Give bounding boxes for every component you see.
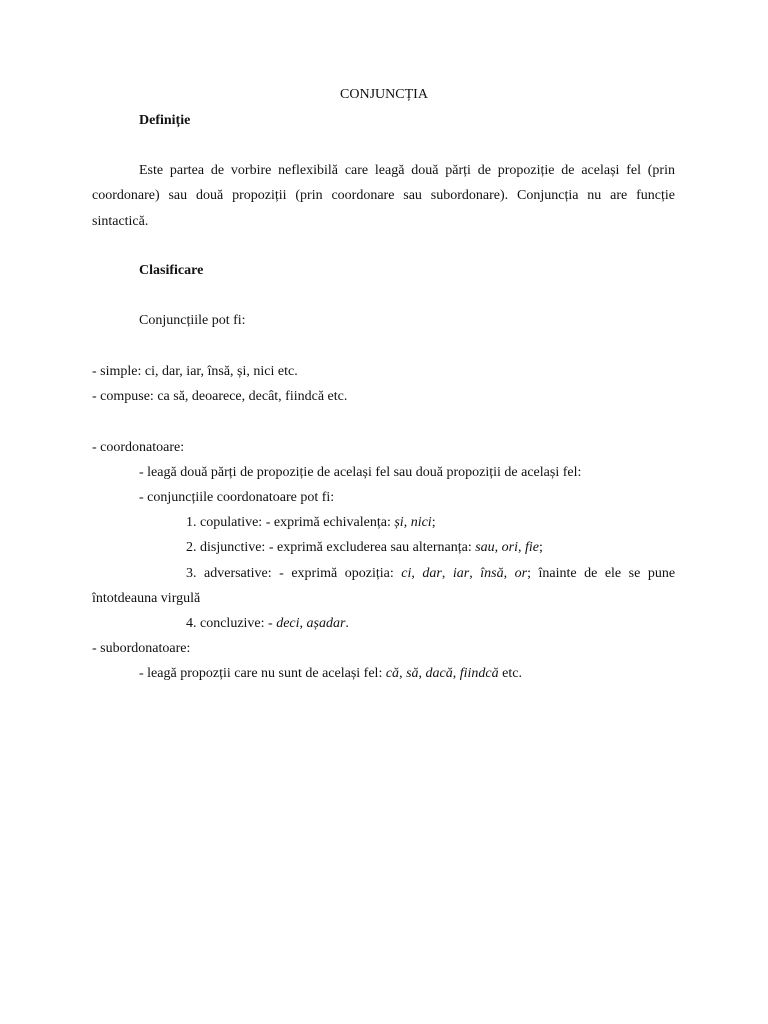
coordinating-label: - coordonatoare:	[92, 440, 185, 455]
example-word: iar	[452, 566, 470, 581]
separator: ,	[411, 566, 423, 581]
definition-line-3: sintactică.	[92, 214, 149, 229]
example-word: deci	[276, 616, 300, 631]
example-word: să	[406, 666, 419, 681]
item-suffix: .	[345, 616, 349, 631]
item-text: 3. adversative: - exprimă opoziția:	[186, 566, 402, 581]
item-suffix: ; înainte de ele se pune	[527, 566, 676, 581]
separator: ,	[418, 666, 426, 681]
separator: ,	[299, 616, 307, 631]
separator: ,	[399, 666, 407, 681]
example-word: nici	[410, 515, 432, 530]
separator: ,	[452, 666, 460, 681]
example-word: că	[385, 666, 400, 681]
separator: ,	[494, 540, 502, 555]
coordinating-item-disjunctive	[186, 539, 543, 557]
coordinating-item-copulative	[186, 514, 436, 532]
adversative-continuation: întotdeauna virgulă	[92, 591, 201, 606]
coordinating-description: - leagă două părți de propoziție de același fel sau două propoziții de același fel:	[139, 465, 582, 480]
item-text: - leagă propozții care nu sunt de același fel:	[139, 666, 386, 681]
coordinating-item-conclusive	[186, 615, 349, 633]
heading-definition: Definiție	[139, 113, 191, 128]
definition-line-1: Este partea de vorbire neflexibilă care leagă două părți de propoziție de același fel (prin	[139, 163, 675, 178]
separator: ,	[503, 566, 515, 581]
example-word: dar	[422, 566, 442, 581]
separator: ,	[403, 515, 411, 530]
example-word: sau	[475, 540, 495, 555]
classification-intro: Conjuncțiile pot fi:	[139, 313, 246, 328]
example-word: or	[514, 566, 528, 581]
separator: ,	[469, 566, 481, 581]
item-text: 1. copulative: - exprimă echivalența:	[186, 515, 395, 530]
separator: ,	[441, 566, 453, 581]
document-title: CONJUNCȚIA	[340, 87, 428, 102]
example-word: așadar	[306, 616, 346, 631]
simple-conjunctions: - simple: ci, dar, iar, însă, și, nici etc.	[92, 364, 298, 379]
coordinating-item-adversative	[186, 565, 675, 583]
heading-classification: Clasificare	[139, 263, 204, 278]
item-suffix: ;	[539, 540, 543, 555]
item-text: 4. concluzive: -	[186, 616, 277, 631]
item-text: 2. disjunctive: - exprimă excluderea sau alternanța:	[186, 540, 476, 555]
example-word: ci	[401, 566, 412, 581]
example-word: fie	[525, 540, 540, 555]
coordinating-intro: - conjuncțiile coordonatoare pot fi:	[139, 490, 335, 505]
example-word: dacă	[425, 666, 453, 681]
example-word: fiindcă	[459, 666, 499, 681]
item-suffix: ;	[431, 515, 436, 530]
subordinating-label: - subordonatoare:	[92, 641, 191, 656]
compound-conjunctions: - compuse: ca să, deoarece, decât, fiindcă etc.	[92, 389, 348, 404]
example-word: însă	[480, 566, 504, 581]
example-word: și	[394, 515, 404, 530]
subordinating-description	[139, 665, 522, 683]
item-suffix: etc.	[498, 666, 522, 681]
separator: ,	[518, 540, 526, 555]
definition-line-2: coordonare) sau două propoziții (prin coordonare sau subordonare). Conjuncția nu are funcție	[92, 188, 675, 203]
example-word: ori	[501, 540, 519, 555]
